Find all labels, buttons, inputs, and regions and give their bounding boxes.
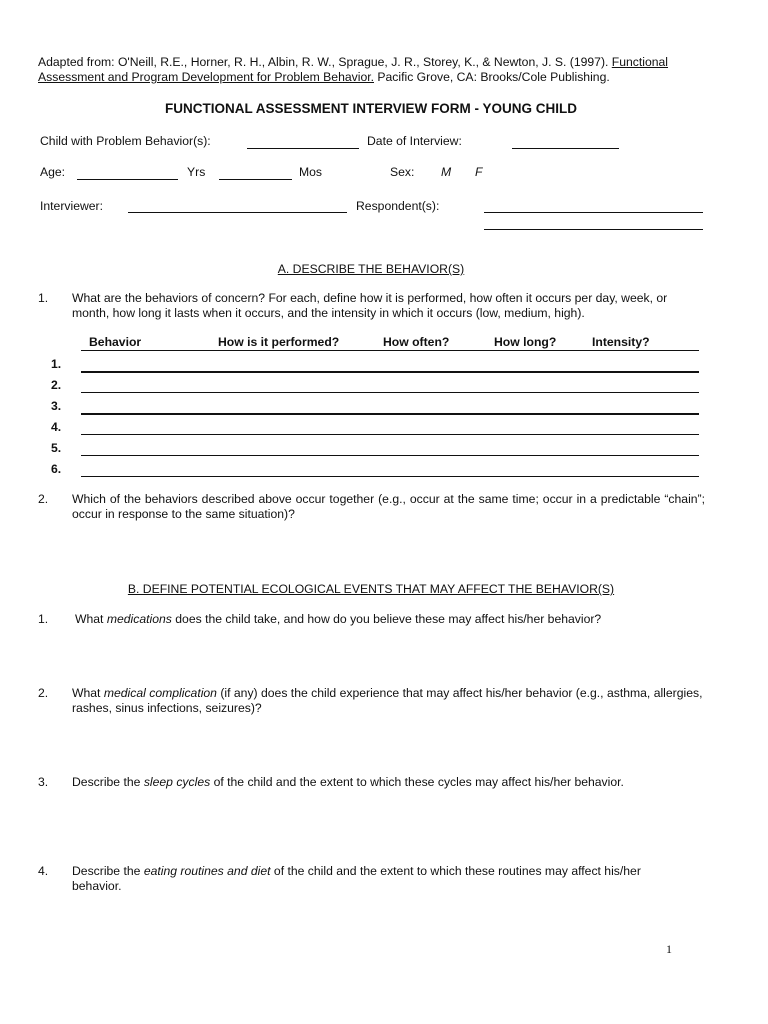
section-a-q2-text: Which of the behaviors described above occur together (e.g., occur at the same time; occur in a predictable “chain”; occur in response to the same situation)? xyxy=(72,492,705,521)
table-header-rule xyxy=(81,350,699,351)
table-row-number: 5. xyxy=(51,441,62,455)
respondent-field-2[interactable] xyxy=(484,229,703,230)
page-number: 1 xyxy=(666,942,672,956)
section-a-q1-text: What are the behaviors of concern? For each, define how it is performed, how often it occurs per day, week, or month, how long it lasts when it occurs, and the intensity in which it occurs (low, medium, high). xyxy=(72,291,668,320)
table-row-line[interactable] xyxy=(81,413,699,415)
interviewer-field[interactable] xyxy=(128,212,347,213)
child-label: Child with Problem Behavior(s): xyxy=(40,134,211,148)
section-a-q1-number: 1. xyxy=(38,291,49,305)
col-header-behavior: Behavior xyxy=(89,335,142,349)
q4-pre: Describe the xyxy=(72,864,144,878)
table-row-line[interactable] xyxy=(81,434,699,435)
q2-pre: What xyxy=(72,686,104,700)
table-row-line[interactable] xyxy=(81,371,699,373)
table-row-line[interactable] xyxy=(81,476,699,477)
q4-post: of the child and the extent to which these routines may affect his/her behavior. xyxy=(72,864,641,893)
col-header-how-performed: How is it performed? xyxy=(218,335,340,349)
sex-option-f[interactable]: F xyxy=(475,165,483,179)
section-b-q1-text xyxy=(75,612,708,627)
age-label: Age: xyxy=(40,165,66,179)
q3-emphasis: sleep cycles xyxy=(143,775,211,789)
form-title: FUNCTIONAL ASSESSMENT INTERVIEW FORM - YOUNG CHILD xyxy=(164,101,577,116)
table-row-number: 3. xyxy=(51,399,62,413)
table-row-line[interactable] xyxy=(81,392,699,393)
date-field[interactable] xyxy=(512,148,619,149)
section-b-q2-text xyxy=(72,686,705,716)
table-row-number: 2. xyxy=(51,378,62,392)
q2-post: (if any) does the child experience that may affect his/her behavior (e.g., asthma, allergies, rashes, sinus infections, seizures)? xyxy=(72,686,703,715)
section-b-q2-number: 2. xyxy=(38,686,49,700)
q4-emphasis: eating routines and diet xyxy=(143,864,271,878)
citation-title-part1: Functional xyxy=(611,55,669,69)
table-row-number: 1. xyxy=(51,357,62,371)
section-b-q1-number: 1. xyxy=(38,612,49,626)
q3-pre: Describe the xyxy=(72,775,144,789)
citation-suffix: Pacific Grove, CA: Brooks/Cole Publishing. xyxy=(377,70,610,84)
col-header-how-long: How long? xyxy=(494,335,557,349)
section-b-q3-number: 3. xyxy=(38,775,49,789)
q1-pre: What xyxy=(75,612,107,626)
mos-label: Mos xyxy=(299,165,323,179)
respondent-label: Respondent(s): xyxy=(356,199,440,213)
age-years-field[interactable] xyxy=(77,179,178,180)
q1-post: does the child take, and how do you believe these may affect his/her behavior? xyxy=(171,612,602,626)
citation-prefix: Adapted from: O'Neill, R.E., Horner, R. H., Albin, R. W., Sprague, J. R., Storey, K., & Newton, J. S. (1997). xyxy=(38,55,609,69)
citation-title-part2: Assessment and Program Development for Problem Behavior. xyxy=(38,70,374,84)
sex-option-m[interactable]: M xyxy=(441,165,452,179)
respondent-field-1[interactable] xyxy=(484,212,703,213)
table-row-line[interactable] xyxy=(81,455,699,456)
section-b-q4-text xyxy=(72,864,672,894)
yrs-label: Yrs xyxy=(187,165,206,179)
section-b-heading: B. DEFINE POTENTIAL ECOLOGICAL EVENTS THAT MAY AFFECT THE BEHAVIOR(S) xyxy=(127,582,615,596)
q2-emphasis: medical complication xyxy=(103,686,217,700)
interviewer-label: Interviewer: xyxy=(40,199,103,213)
section-b-q3-text xyxy=(72,775,705,790)
q3-post: of the child and the extent to which these cycles may affect his/her behavior. xyxy=(210,775,624,789)
section-b-q4-number: 4. xyxy=(38,864,49,878)
section-a-heading: A. DESCRIBE THE BEHAVIOR(S) xyxy=(277,262,465,276)
col-header-intensity: Intensity? xyxy=(592,335,650,349)
sex-label: Sex: xyxy=(390,165,415,179)
section-a-q2-number: 2. xyxy=(38,492,49,506)
table-row-number: 4. xyxy=(51,420,62,434)
citation xyxy=(38,55,718,85)
age-months-field[interactable] xyxy=(219,179,292,180)
col-header-how-often: How often? xyxy=(383,335,450,349)
child-name-field[interactable] xyxy=(247,148,359,149)
table-row-number: 6. xyxy=(51,462,62,476)
q1-emphasis: medications xyxy=(106,612,172,626)
date-label: Date of Interview: xyxy=(367,134,462,148)
